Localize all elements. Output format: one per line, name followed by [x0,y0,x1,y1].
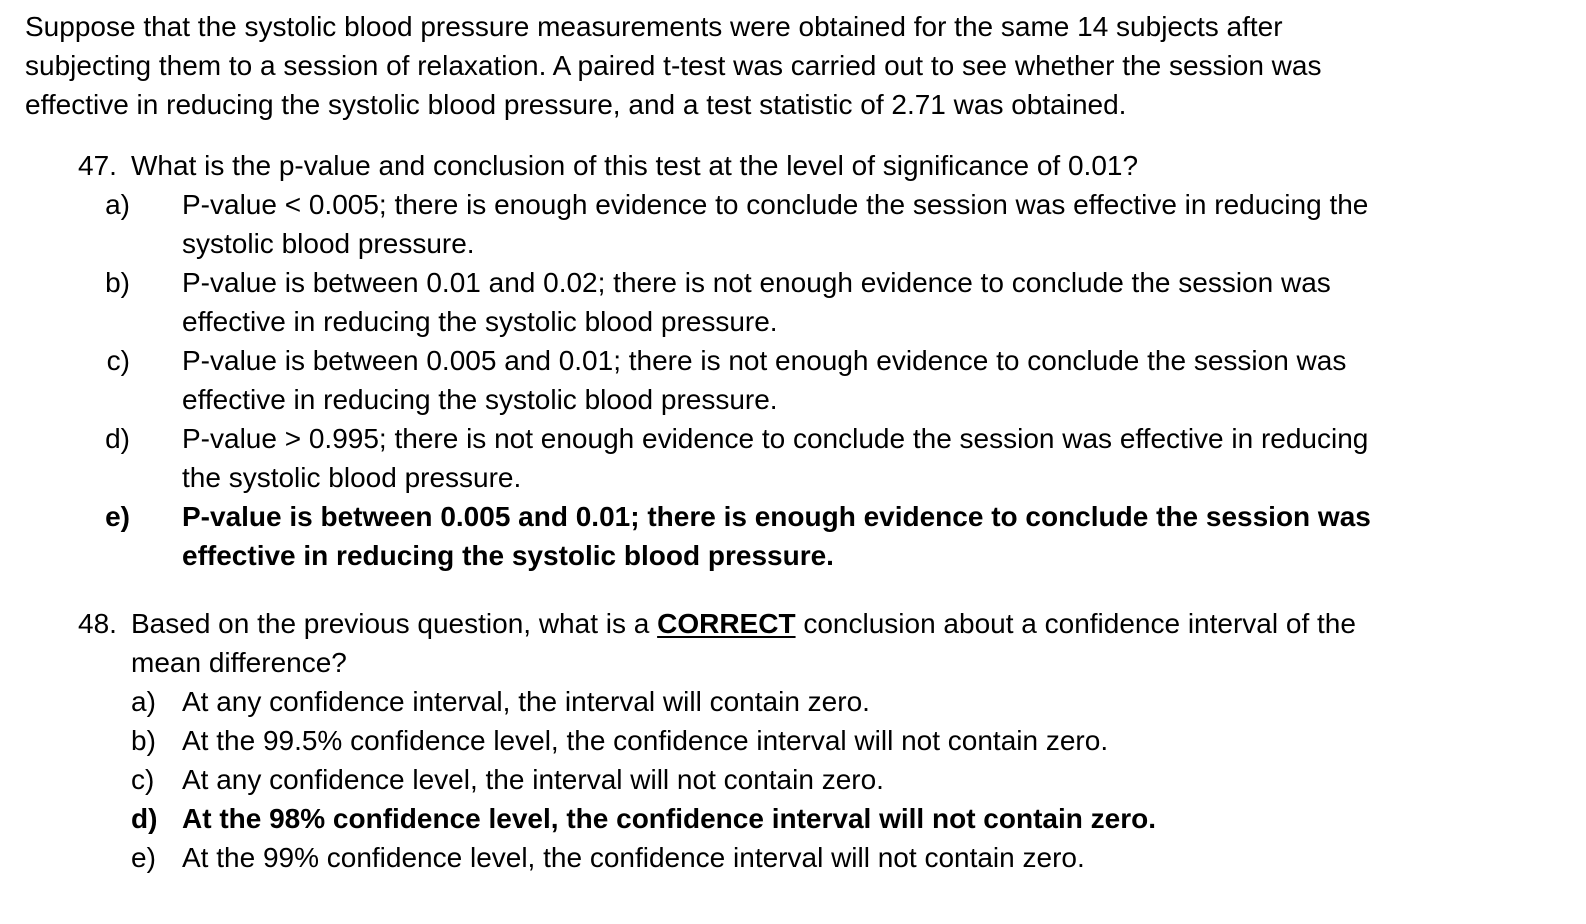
question-48 [78,604,1558,877]
option-letter: b) [105,267,130,298]
question-text-continued: mean difference? [131,647,347,678]
intro-paragraph [25,7,1545,124]
option-text: At the 99.5% confidence level, the confidence interval will not contain zero. [182,725,1109,756]
option-text [182,185,1558,263]
question-text-part: Based on the previous question, what is a [131,608,658,639]
option-text [182,263,1558,341]
option-text [182,341,1558,419]
option-text-line: P-value > 0.995; there is not enough evidence to conclude the session was effective in reducing [182,423,1369,454]
option-text: At the 98% confidence level, the confidence interval will not contain zero. [182,803,1156,834]
option-text-line: P-value < 0.005; there is enough evidence to conclude the session was effective in reducing the [182,189,1369,220]
question-text [131,604,1356,643]
option-47-a [78,185,1558,263]
option-text: At any confidence level, the interval will not contain zero. [182,764,884,795]
intro-line-2: subjecting them to a session of relaxation. A paired t-test was carried out to see whether the session was [25,50,1322,81]
question-number: 48. [78,608,117,639]
option-letter: c) [106,345,130,376]
option-47-b [78,263,1558,341]
intro-line-1: Suppose that the systolic blood pressure measurements were obtained for the same 14 subjects after [25,11,1283,42]
option-text-line: effective in reducing the systolic blood pressure. [182,384,778,415]
option-text-line: effective in reducing the systolic blood pressure. [182,306,778,337]
option-text [182,419,1558,497]
option-text-line: the systolic blood pressure. [182,462,522,493]
option-letter: c) [131,764,155,795]
option-text: At the 99% confidence level, the confidence interval will not contain zero. [182,842,1085,873]
intro-line-3: effective in reducing the systolic blood pressure, and a test statistic of 2.71 was obtained. [25,89,1127,120]
option-text-line: P-value is between 0.005 and 0.01; there is not enough evidence to conclude the session was [182,345,1347,376]
question-text-part: conclusion about a confidence interval of the [795,608,1356,639]
option-text: At any confidence interval, the interval will contain zero. [182,686,870,717]
question-47 [78,146,1558,575]
question-text: What is the p-value and conclusion of this test at the level of significance of 0.01? [131,150,1139,181]
emphasis-correct: CORRECT [657,608,796,639]
option-48-c [131,760,1558,799]
option-47-e-correct [78,497,1558,575]
option-48-a [131,682,1558,721]
option-text-line: P-value is between 0.01 and 0.02; there is not enough evidence to conclude the session was [182,267,1331,298]
option-letter: a) [105,189,130,220]
option-letter: a) [131,686,156,717]
question-47-stem [78,146,1558,185]
option-47-d [78,419,1558,497]
question-48-stem [78,604,1558,643]
option-48-b [131,721,1558,760]
option-letter: e) [105,501,130,532]
option-47-c [78,341,1558,419]
option-letter: d) [105,423,130,454]
option-text-line: P-value is between 0.005 and 0.01; there is enough evidence to conclude the session was [182,501,1371,532]
option-letter: d) [131,803,158,834]
option-letter: e) [131,842,156,873]
option-letter: b) [131,725,156,756]
option-text-line: systolic blood pressure. [182,228,475,259]
question-number: 47. [78,150,117,181]
option-48-e [131,838,1558,877]
option-48-d-correct [131,799,1558,838]
option-text-line: effective in reducing the systolic blood pressure. [182,540,834,571]
option-text [182,497,1558,575]
